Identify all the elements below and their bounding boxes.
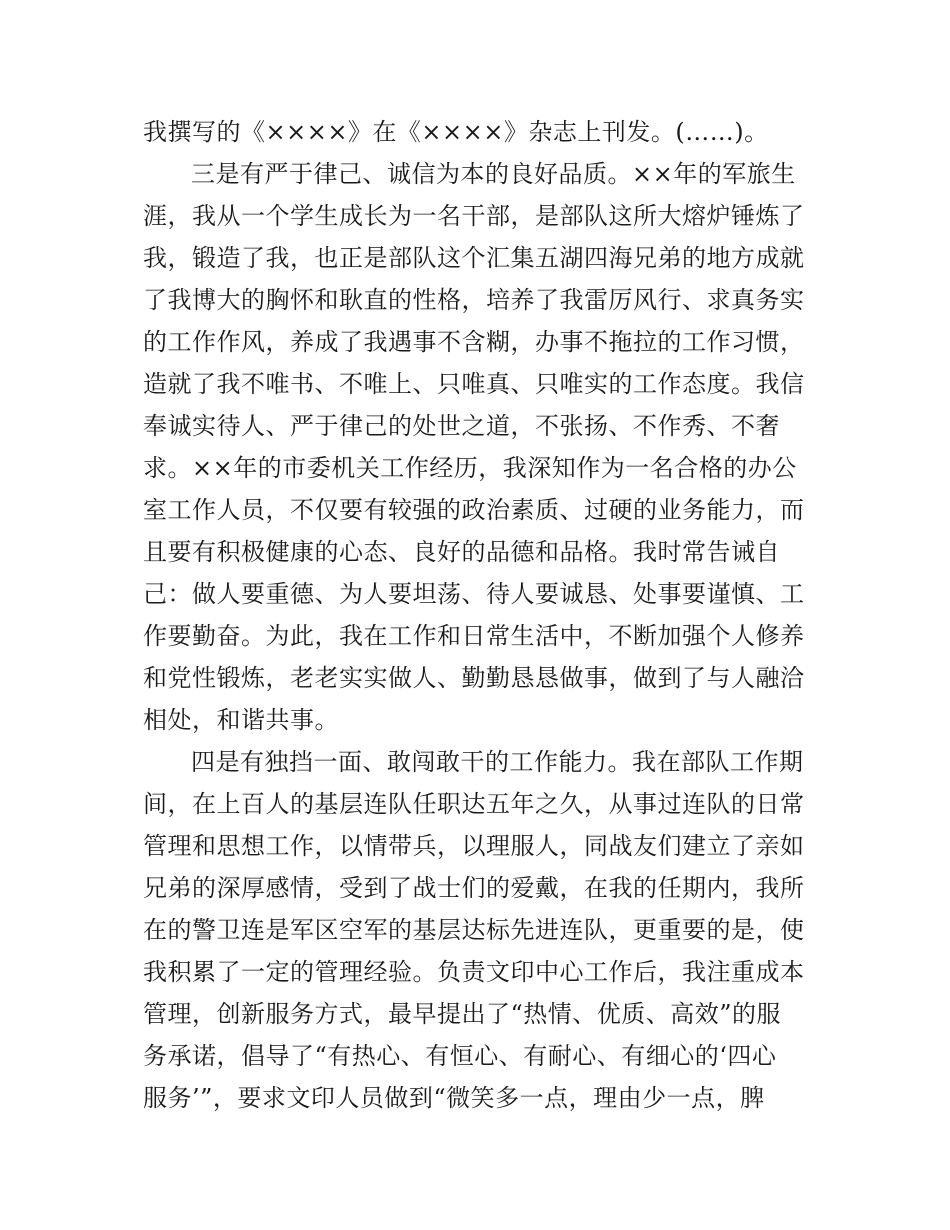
text-line: 造就了我不唯书、不唯上、只唯真、只唯实的工作态度。我信: [143, 370, 805, 398]
text-line: 的工作作风，养成了我遇事不含糊，办事不拖拉的工作习惯，: [143, 328, 805, 356]
text-line: 服务’”，要求文印人员做到“微笑多一点，理由少一点，脾: [143, 1084, 765, 1112]
text-line: 我积累了一定的管理经验。负责文印中心工作后，我注重成本: [143, 958, 805, 986]
text-line: 且要有积极健康的心态、良好的品德和品格。我时常告诫自: [143, 538, 780, 566]
text-line: 作要勤奋。为此，我在工作和日常生活中，不断加强个人修养: [143, 622, 805, 650]
text-line: 兄弟的深厚感情，受到了战士们的爱戴，在我的任期内，我所: [143, 874, 805, 902]
text-line: 我撰写的《××××》在《××××》杂志上刊发。(……)。: [143, 118, 769, 146]
text-line: 我，锻造了我，也正是部队这个汇集五湖四海兄弟的地方成就: [143, 244, 805, 272]
text-line: 奉诚实待人、严于律己的处世之道，不张扬、不作秀、不奢: [143, 412, 780, 440]
text-line: 管理和思想工作，以情带兵，以理服人，同战友们建立了亲如: [143, 832, 805, 860]
text-line: 在的警卫连是军区空军的基层达标先进连队，更重要的是，使: [143, 916, 805, 944]
document-body: [143, 111, 811, 1119]
text-line: 管理，创新服务方式，最早提出了“热情、优质、高效”的服: [143, 1000, 782, 1028]
paragraph-first-line: 四是有独挡一面、敢闯敢干的工作能力。我在部队工作期: [191, 748, 804, 776]
text-line: 间，在上百人的基层连队任职达五年之久，从事过连队的日常: [143, 790, 805, 818]
text-line: 务承诺，倡导了“有热心、有恒心、有耐心、有细心的‘四心: [143, 1042, 777, 1070]
text-line: 了我博大的胸怀和耿直的性格，培养了我雷厉风行、求真务实: [143, 286, 805, 314]
text-line: 和党性锻炼，老老实实做人、勤勤恳恳做事，做到了与人融洽: [143, 664, 805, 692]
paragraph-first-line: 三是有严于律己、诚信为本的良好品质。××年的军旅生: [191, 160, 796, 188]
text-line: 相处，和谐共事。: [143, 706, 339, 734]
text-line: 涯，我从一个学生成长为一名干部，是部队这所大熔炉锤炼了: [143, 202, 805, 230]
text-line: 求。××年的市委机关工作经历，我深知作为一名合格的办公: [143, 454, 797, 482]
text-line: 室工作人员，不仅要有较强的政治素质、过硬的业务能力，而: [143, 496, 805, 524]
text-line: 己：做人要重德、为人要坦荡、待人要诚恳、处事要谨慎、工: [143, 580, 805, 608]
